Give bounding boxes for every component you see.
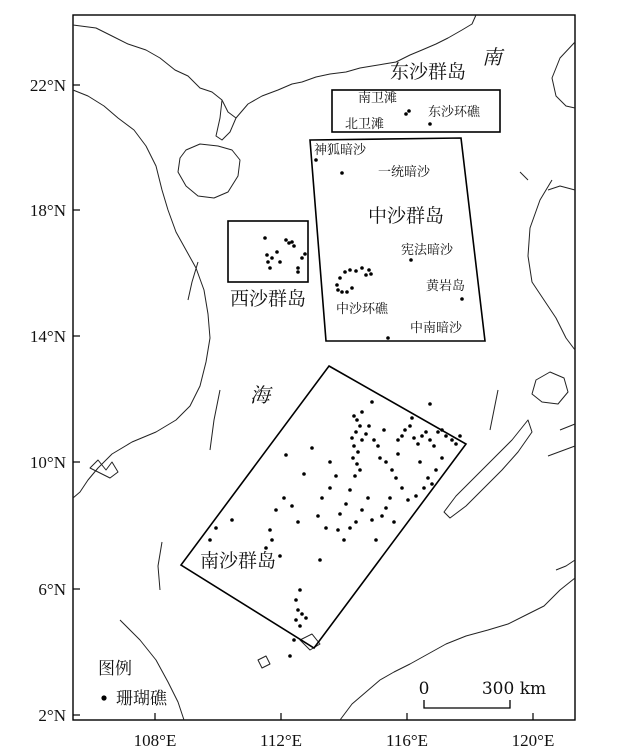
coral-reef-dot: [392, 520, 396, 524]
scale-end-label: 300 km: [481, 679, 547, 699]
coral-reef-dot: [266, 260, 270, 264]
coral-reef-dot: [335, 283, 339, 287]
coral-reef-dot: [422, 486, 426, 490]
coral-reef-dot: [428, 402, 432, 406]
coral-reef-dot: [270, 256, 274, 260]
anambas-islands: [258, 656, 270, 668]
coral-reef-dot: [352, 414, 356, 418]
lat-tick-label: 6°N: [38, 580, 66, 599]
coral-reef-dot: [367, 268, 371, 272]
coral-reef-dot: [268, 528, 272, 532]
coral-reef-dot: [351, 456, 355, 460]
lat-tick-label: 18°N: [29, 201, 66, 220]
coral-reef-dot: [369, 272, 373, 276]
feature-label: 北卫滩: [345, 117, 385, 132]
coral-reef-dot: [294, 598, 298, 602]
coral-reef-dot: [364, 273, 368, 277]
sea-label-hai: 海: [250, 383, 270, 407]
coral-reef-dot: [355, 418, 359, 422]
coral-reef-dot: [430, 482, 434, 486]
feature-label: 南卫滩: [358, 91, 398, 106]
legend: [98, 659, 168, 709]
coral-reef-dot: [420, 434, 424, 438]
trench-line-1: [188, 262, 198, 300]
coral-reef-dot: [345, 290, 349, 294]
coral-reef-dot: [300, 612, 304, 616]
coral-reef-dot: [324, 526, 328, 530]
coral-reef-dot: [278, 260, 282, 264]
coral-reef-dot: [303, 252, 307, 256]
coral-reef-dot: [354, 430, 358, 434]
mindoro-island: [532, 372, 568, 404]
coral-reef-dot: [208, 538, 212, 542]
coral-reef-dot: [436, 430, 440, 434]
coral-reef-dot: [414, 494, 418, 498]
region-label-zhongsha: 中沙群岛: [368, 205, 445, 227]
palawan-island: [444, 420, 532, 518]
lon-axis: [134, 713, 555, 750]
luzon-west: [548, 186, 575, 190]
coral-reef-dot: [294, 618, 298, 622]
coral-reef-dot: [460, 297, 464, 301]
coral-reef-dot: [284, 238, 288, 242]
coral-reef-dot: [400, 486, 404, 490]
coral-reef-dot: [320, 496, 324, 500]
region-label-dongsha: 东沙群岛: [390, 61, 467, 83]
coral-reef-dot: [426, 476, 430, 480]
coral-reef-dot: [340, 290, 344, 294]
legend-reef-symbol: [101, 695, 106, 700]
coral-reef-dot: [428, 438, 432, 442]
trench-line-2: [210, 390, 220, 450]
coral-reef-dot: [304, 616, 308, 620]
coral-reef-dot: [296, 270, 300, 274]
coral-reef-dot: [292, 244, 296, 248]
coral-reef-dot: [418, 460, 422, 464]
coral-reef-dot: [348, 526, 352, 530]
coral-reef-dot: [314, 158, 318, 162]
coral-reef-dot: [358, 468, 362, 472]
coral-reef-dot: [403, 428, 407, 432]
coral-reef-dot: [270, 538, 274, 542]
coral-reef-dot: [336, 528, 340, 532]
coral-reef-dot: [454, 442, 458, 446]
taiwan-coast: [552, 42, 575, 108]
coral-reef-dot: [444, 434, 448, 438]
coral-reef-dot: [370, 518, 374, 522]
coral-reef-dot: [265, 253, 269, 257]
coral-reef-dot: [382, 428, 386, 432]
coral-reef-dot: [274, 508, 278, 512]
coral-reef-dot: [318, 558, 322, 562]
coral-reef-dot: [440, 456, 444, 460]
lat-tick-label: 14°N: [29, 327, 66, 346]
coral-reef-dot: [378, 456, 382, 460]
coral-reef-dot: [409, 258, 413, 262]
coral-reef-dot: [410, 416, 414, 420]
coral-reef-dot: [338, 276, 342, 280]
feature-label: 宪法暗沙: [401, 243, 454, 258]
coral-reef-dot: [360, 410, 364, 414]
coral-reef-dot: [342, 538, 346, 542]
coral-reef-dot: [407, 109, 411, 113]
coral-reef-dot: [380, 514, 384, 518]
coral-reef-dot: [374, 538, 378, 542]
coral-reef-dot: [302, 472, 306, 476]
trench-line-3: [490, 390, 498, 430]
sulu-islands: [548, 424, 575, 456]
coral-reef-dot: [396, 452, 400, 456]
coral-reef-dot: [360, 508, 364, 512]
coral-reef-dot: [396, 438, 400, 442]
coral-reef-dot: [350, 436, 354, 440]
coral-reef-dot: [364, 432, 368, 436]
lat-tick-label: 2°N: [38, 706, 66, 725]
coral-reef-dot: [416, 442, 420, 446]
region-label-xisha: 西沙群岛: [230, 288, 307, 310]
coral-reef-dot: [278, 554, 282, 558]
coral-reef-dot: [372, 438, 376, 442]
coral-reef-dot: [352, 444, 356, 448]
lon-tick-label: 108°E: [133, 731, 177, 750]
coral-reef-dot: [450, 438, 454, 442]
coral-reef-dot: [300, 256, 304, 260]
nansha-box: [181, 366, 466, 648]
region-label-nansha: 南沙群岛: [200, 550, 277, 572]
coral-reef-dot: [340, 171, 344, 175]
coral-reef-dot: [290, 240, 294, 244]
coral-reef-dot: [282, 496, 286, 500]
coral-reef-dot: [353, 474, 357, 478]
coral-reef-dot: [354, 520, 358, 524]
feature-label: 一统暗沙: [378, 165, 431, 180]
coral-reef-dot: [284, 453, 288, 457]
coral-reef-dot: [424, 430, 428, 434]
legend-title: 图例: [98, 659, 132, 679]
coral-reef-dot: [298, 624, 302, 628]
coral-reef-dot: [367, 424, 371, 428]
coral-reef-dot: [370, 400, 374, 404]
coral-reef-dot: [400, 434, 404, 438]
lon-tick-label: 116°E: [385, 731, 429, 750]
coral-reef-dot: [288, 654, 292, 658]
coral-reef-dot: [408, 424, 412, 428]
coral-reef-dot: [394, 476, 398, 480]
coral-reef-dot: [376, 444, 380, 448]
coral-reef-dot: [354, 269, 358, 273]
feature-label: 黄岩岛: [426, 279, 466, 294]
coral-reef-dot: [264, 546, 268, 550]
trench-line-5: [158, 542, 162, 590]
borneo-north: [556, 560, 575, 570]
coral-reef-dot: [428, 122, 432, 126]
coral-reef-dot: [348, 488, 352, 492]
coral-reef-dot: [404, 112, 408, 116]
scale-bar: [419, 679, 547, 708]
coral-reef-dot: [290, 504, 294, 508]
coral-reef-dot: [344, 502, 348, 506]
coral-reef-dot: [384, 506, 388, 510]
coral-reef-dot: [388, 496, 392, 500]
coral-reef-dot: [343, 270, 347, 274]
coral-reef-dot: [230, 518, 234, 522]
coral-reef-dot: [390, 468, 394, 472]
coral-reef-dot: [366, 496, 370, 500]
xisha-box: [228, 221, 308, 282]
coral-reef-dot: [434, 468, 438, 472]
feature-label: 东沙环礁: [428, 105, 481, 120]
coral-reef-dot: [296, 266, 300, 270]
coral-reef-dot: [296, 520, 300, 524]
coral-reef-dot: [268, 266, 272, 270]
coral-reef-dot: [358, 424, 362, 428]
coral-reef-points: [208, 109, 464, 658]
coral-reef-dot: [334, 474, 338, 478]
coral-reef-dot: [348, 268, 352, 272]
coral-reef-dot: [412, 436, 416, 440]
coral-reef-dot: [458, 434, 462, 438]
coral-reef-dot: [356, 450, 360, 454]
coral-reef-dot: [263, 236, 267, 240]
luzon-island: [528, 180, 575, 350]
lon-tick-label: 112°E: [259, 731, 303, 750]
coral-reef-dot: [214, 526, 218, 530]
coral-reef-dot: [350, 286, 354, 290]
coral-reef-dot: [316, 514, 320, 518]
coral-reef-dot: [386, 336, 390, 340]
coral-reef-dot: [328, 460, 332, 464]
coral-reef-dot: [298, 588, 302, 592]
coral-reef-dot: [328, 486, 332, 490]
feature-label: 神狐暗沙: [314, 143, 367, 158]
feature-label: 中沙环礁: [336, 302, 389, 317]
hainan-island: [178, 144, 240, 198]
coral-reef-dot: [338, 512, 342, 516]
feature-label: 中南暗沙: [410, 321, 463, 336]
coral-reef-dot: [275, 250, 279, 254]
coral-reef-dot: [440, 428, 444, 432]
coral-reef-dot: [360, 266, 364, 270]
lat-tick-label: 10°N: [29, 453, 66, 472]
coral-reef-dot: [355, 462, 359, 466]
coral-reef-dot: [292, 638, 296, 642]
coral-reef-dot: [336, 288, 340, 292]
sea-label-nan: 南: [482, 45, 502, 69]
leizhou-peninsula: [216, 100, 236, 140]
coral-reef-dot: [310, 446, 314, 450]
coral-reef-dot: [384, 460, 388, 464]
coral-reef-dot: [296, 608, 300, 612]
coral-reef-dot: [360, 438, 364, 442]
trench-line-4: [520, 172, 528, 180]
legend-reef-label: 珊瑚礁: [116, 689, 167, 709]
lon-tick-label: 120°E: [511, 731, 555, 750]
coral-reef-dot: [406, 498, 410, 502]
coral-reef-dot: [432, 444, 436, 448]
lat-tick-label: 22°N: [29, 76, 66, 95]
scale-start-label: 0: [418, 679, 430, 699]
